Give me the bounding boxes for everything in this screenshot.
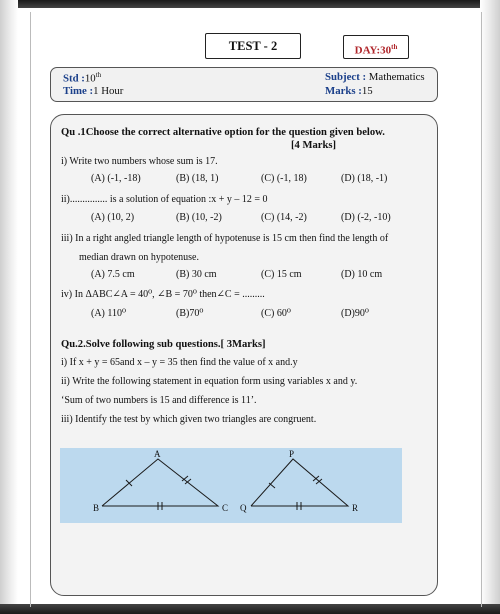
q1-item-4-option-b: (B)70⁰ (176, 308, 204, 319)
q1-item-1-option-a: (A) (-1, -18) (91, 173, 141, 184)
triangles-svg (60, 448, 402, 523)
vertex-label-b: B (93, 503, 100, 513)
q2-line-2: ii) Write the following statement in equation form using variables x and y. (61, 376, 358, 387)
test-title-box (205, 33, 301, 59)
q1-item-1-text: i) Write two numbers whose sum is 17. (61, 156, 218, 167)
q1-heading: Qu .1Choose the correct alternative option for the question given below. (61, 127, 385, 138)
q1-marks: [4 Marks] (291, 140, 337, 151)
triangle-pqr (251, 459, 348, 506)
q1-item-2-option-c: (C) (14, -2) (261, 212, 307, 223)
day-label: DAY:30 (354, 44, 392, 57)
std-suffix: th (95, 71, 102, 79)
vertex-label-a: A (154, 449, 161, 459)
q2-heading: Qu.2.Solve following sub questions.[ 3Marks] (61, 339, 266, 350)
std-key: Std : (63, 72, 85, 85)
q1-item-3-option-d: (D) 10 cm (341, 269, 383, 280)
test-title: TEST - 2 (228, 39, 278, 53)
time-value: 1 Hour (93, 85, 124, 97)
congruent-triangles-figure (60, 448, 402, 523)
marks-line (325, 85, 373, 97)
time-key: Time : (63, 85, 94, 97)
q1-item-2-option-d: (D) (-2, -10) (341, 212, 391, 223)
q1-item-4-option-a: (A) 110⁰ (91, 308, 127, 319)
subject-key: Subject : (325, 71, 367, 83)
q2-line-1: i) If x + y = 65and x – y = 35 then find the value of x and.y (61, 357, 298, 368)
vertex-label-r: R (352, 503, 359, 513)
q1-item-3-option-b: (B) 30 cm (176, 269, 217, 280)
q1-item-4-option-d: (D)90⁰ (341, 308, 369, 319)
q1-item-1-option-d: (D) (18, -1) (341, 173, 388, 184)
q1-item-2-option-a: (A) (10, 2) (91, 212, 135, 223)
q1-item-4-option-c: (C) 60⁰ (261, 308, 291, 319)
time-line (63, 85, 123, 97)
q2-line-3: ‘Sum of two numbers is 15 and difference is 11’. (61, 395, 257, 406)
marks-key: Marks : (325, 85, 362, 97)
q1-item-2-option-b: (B) (10, -2) (176, 212, 222, 223)
day-suffix: th (391, 43, 398, 51)
questions-panel (50, 114, 438, 596)
day-box (343, 35, 409, 59)
info-panel (50, 67, 438, 102)
tick-ac-2 (185, 479, 191, 484)
q1-item-1-option-c: (C) (-1, 18) (261, 173, 307, 184)
triangle-abc (102, 459, 218, 506)
vertex-label-p: P (289, 449, 295, 459)
q1-item-3-text: iii) In a right angled triangle length of hypotenuse is 15 cm then find the length of (61, 233, 389, 244)
q1-item-1-option-b: (B) (18, 1) (176, 173, 219, 184)
q1-item-3-text-cont: median drawn on hypotenuse. (79, 252, 199, 263)
q1-item-4-text: iv) In ΔABC∠A = 40⁰, ∠B = 70⁰ then∠C = ......... (61, 289, 265, 300)
scan-shadow-left (0, 0, 18, 614)
q1-item-2-text: ii)............... is a solution of equation :x + y – 12 = 0 (61, 194, 268, 205)
std-value: 10 (84, 72, 96, 85)
screenshot-top-border (0, 0, 500, 8)
subject-value: Mathematics (368, 71, 425, 83)
q1-item-3-option-c: (C) 15 cm (261, 269, 302, 280)
q1-item-3-option-a: (A) 7.5 cm (91, 269, 135, 280)
vertex-label-q: Q (240, 503, 247, 513)
vertex-label-c: C (222, 503, 229, 513)
subject-line (325, 71, 425, 83)
scan-shadow-right (480, 0, 500, 614)
std-line (63, 71, 101, 85)
q2-line-4: iii) Identify the test by which given two triangles are congruent. (61, 414, 317, 425)
marks-value: 15 (361, 85, 373, 97)
